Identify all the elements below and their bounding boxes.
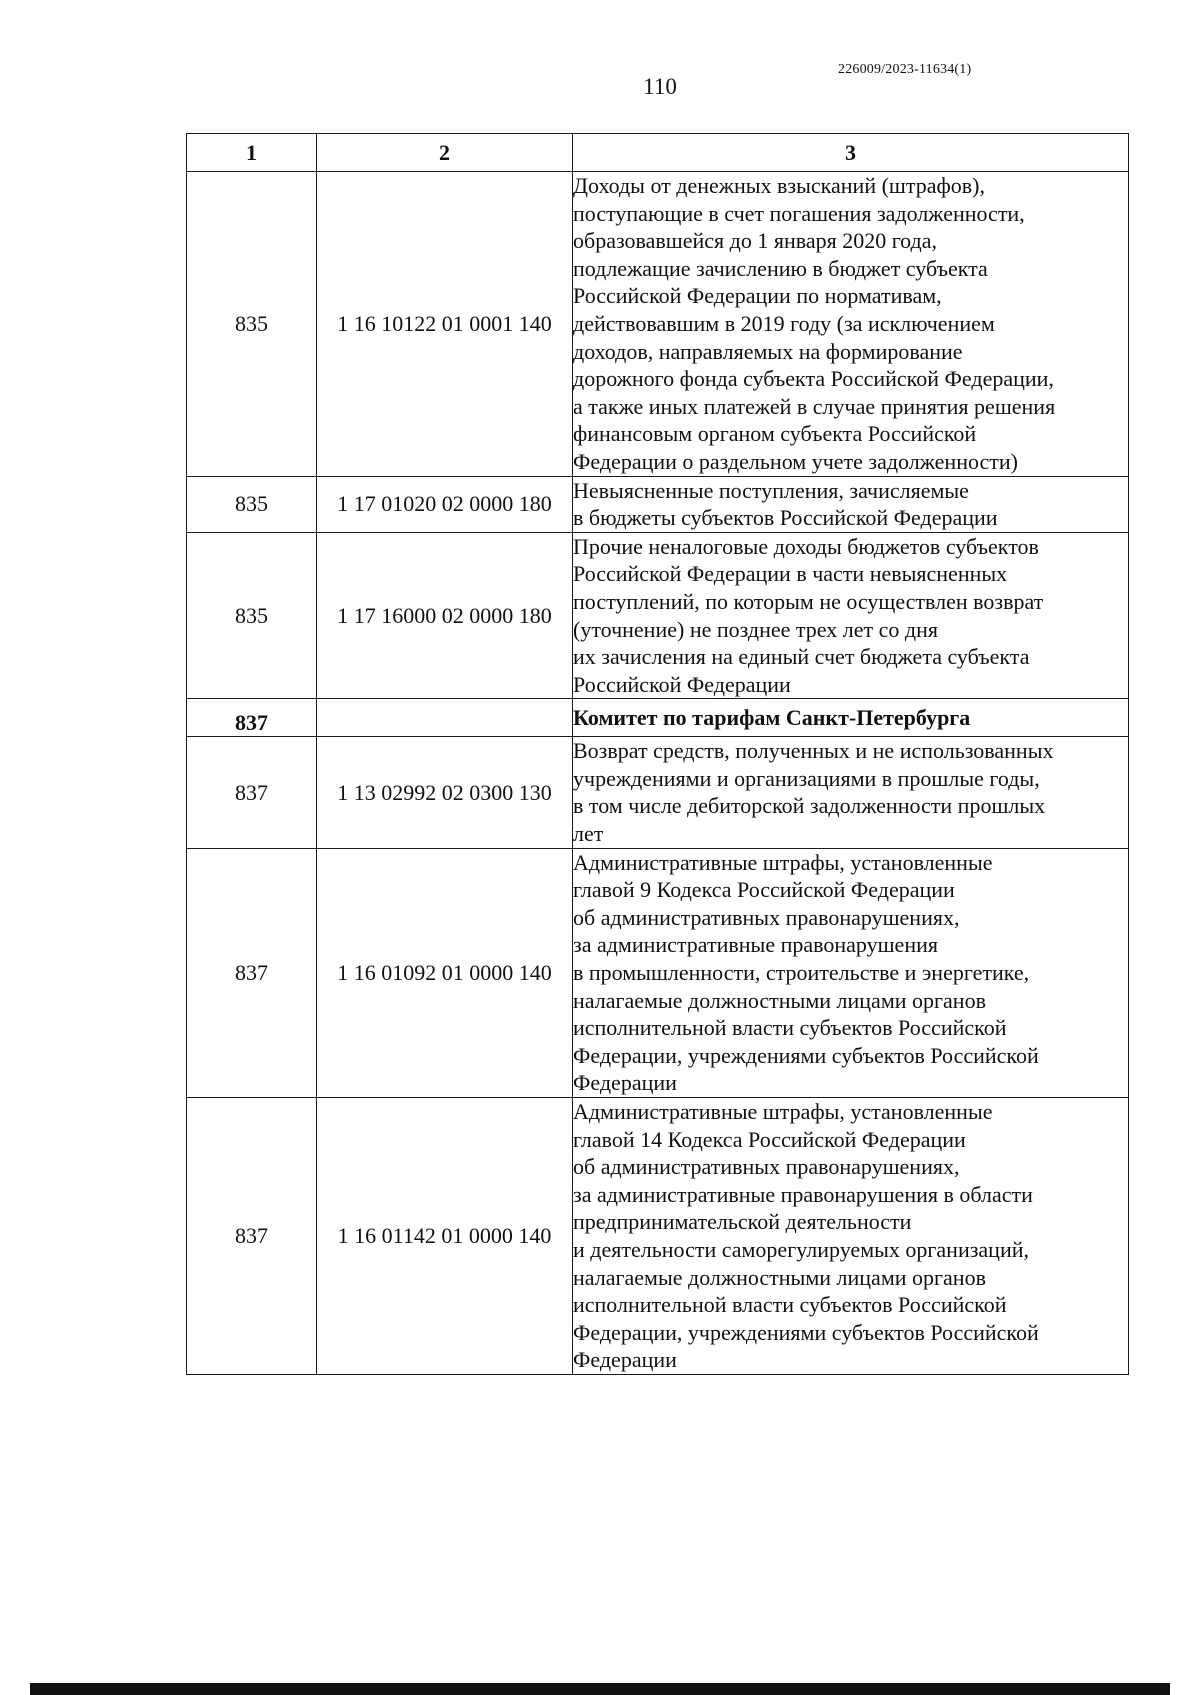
description-line: учреждениями и организациями в прошлые годы,: [573, 765, 1040, 791]
budget-code-cell: 1 17 16000 02 0000 180: [317, 532, 573, 699]
description-line: а также иных платежей в случае принятия решения: [573, 393, 1056, 419]
description-line: Федерации: [573, 1347, 677, 1373]
column-header-1: 1: [187, 134, 317, 172]
description-cell: [573, 1098, 1129, 1375]
description-line: Федерации о раздельном учете задолженности): [573, 448, 1018, 474]
description-line: в промышленности, строительстве и энергетике,: [573, 960, 1030, 986]
description-line: финансовым органом субъекта Российской: [573, 421, 977, 447]
description-line: за административные правонарушения в области: [573, 1181, 1033, 1207]
description-line: главой 9 Кодекса Российской Федерации: [573, 877, 955, 903]
description-line: Административные штрафы, установленные: [573, 849, 993, 875]
description-line: предпринимательской деятельности: [573, 1209, 912, 1235]
document-id: 226009/2023-11634(1): [838, 62, 972, 77]
description-line: в бюджеты субъектов Российской Федерации: [573, 505, 998, 531]
description-cell: [573, 476, 1129, 532]
admin-code-cell: 837: [187, 848, 317, 1097]
column-header-3: 3: [573, 134, 1129, 172]
description-line: Российской Федерации: [573, 671, 791, 697]
description-line: образовавшейся до 1 января 2020 года,: [573, 228, 937, 254]
admin-code-cell: 837: [187, 1098, 317, 1375]
description-line: Российской Федерации по нормативам,: [573, 283, 942, 309]
description-line: Прочие неналоговые доходы бюджетов субъектов: [573, 533, 1039, 559]
budget-code-cell: [317, 699, 573, 737]
revenue-codes-table: [186, 133, 1129, 1375]
admin-code-cell: 835: [187, 532, 317, 699]
description-line: и деятельности саморегулируемых организаций,: [573, 1236, 1030, 1262]
organization-row: [187, 699, 1129, 737]
description-line: Российской Федерации в части невыясненных: [573, 561, 1008, 587]
description-line: за административные правонарушения: [573, 932, 938, 958]
description-cell: [573, 532, 1129, 699]
description-line: подлежащие зачислению в бюджет субъекта: [573, 255, 988, 281]
description-line: Федерации: [573, 1070, 677, 1096]
description-line: их зачисления на единый счет бюджета субъекта: [573, 644, 1030, 670]
budget-code-cell: 1 13 02992 02 0300 130: [317, 737, 573, 848]
description-cell: [573, 737, 1129, 848]
page-number: 110: [643, 74, 677, 99]
description-line: Административные штрафы, установленные: [573, 1099, 993, 1124]
budget-code-cell: 1 16 01092 01 0000 140: [317, 848, 573, 1097]
description-line: (уточнение) не позднее трех лет со дня: [573, 616, 938, 642]
description-cell: [573, 172, 1129, 477]
column-header-2: 2: [317, 134, 573, 172]
organization-name-cell: [573, 699, 1129, 737]
budget-code-cell: 1 17 01020 02 0000 180: [317, 476, 573, 532]
budget-code-cell: 1 16 01142 01 0000 140: [317, 1098, 573, 1375]
description-line: Федерации, учреждениями субъектов Российской: [573, 1319, 1039, 1345]
description-line: Доходы от денежных взысканий (штрафов),: [573, 173, 985, 198]
admin-code-cell: 835: [187, 172, 317, 477]
description-line: об административных правонарушениях,: [573, 904, 960, 930]
description-line: Возврат средств, полученных и не использованных: [573, 738, 1054, 764]
organization-name: Комитет по тарифам Санкт-Петербурга: [573, 704, 971, 730]
description-line: исполнительной власти субъектов Российской: [573, 1292, 1007, 1318]
table-row: [187, 172, 1129, 477]
scan-edge-bar: [30, 1683, 1170, 1695]
description-line: налагаемые должностными лицами органов: [573, 987, 986, 1013]
description-line: поступлений, по которым не осуществлен возврат: [573, 588, 1044, 614]
description-line: доходов, направляемых на формирование: [573, 338, 963, 364]
description-line: исполнительной власти субъектов Российской: [573, 1015, 1007, 1041]
description-cell: [573, 848, 1129, 1097]
table-row: [187, 848, 1129, 1097]
description-line: Невыясненные поступления, зачисляемые: [573, 477, 969, 503]
description-line: в том числе дебиторской задолженности прошлых: [573, 793, 1046, 819]
description-line: поступающие в счет погашения задолженности,: [573, 200, 1025, 226]
table-row: [187, 476, 1129, 532]
admin-code-cell: 837: [187, 699, 317, 737]
description-line: главой 14 Кодекса Российской Федерации: [573, 1126, 966, 1152]
admin-code-cell: 837: [187, 737, 317, 848]
table-header-row: [187, 134, 1129, 172]
table-row: [187, 1098, 1129, 1375]
description-line: действовавшим в 2019 году (за исключением: [573, 310, 995, 336]
description-line: дорожного фонда субъекта Российской Федерации,: [573, 366, 1054, 392]
budget-code-cell: 1 16 10122 01 0001 140: [317, 172, 573, 477]
admin-code-cell: 835: [187, 476, 317, 532]
description-line: Федерации, учреждениями субъектов Российской: [573, 1042, 1039, 1068]
table-row: [187, 737, 1129, 848]
description-line: налагаемые должностными лицами органов: [573, 1264, 986, 1290]
description-line: лет: [573, 821, 604, 847]
description-line: об административных правонарушениях,: [573, 1154, 960, 1180]
table-row: [187, 532, 1129, 699]
